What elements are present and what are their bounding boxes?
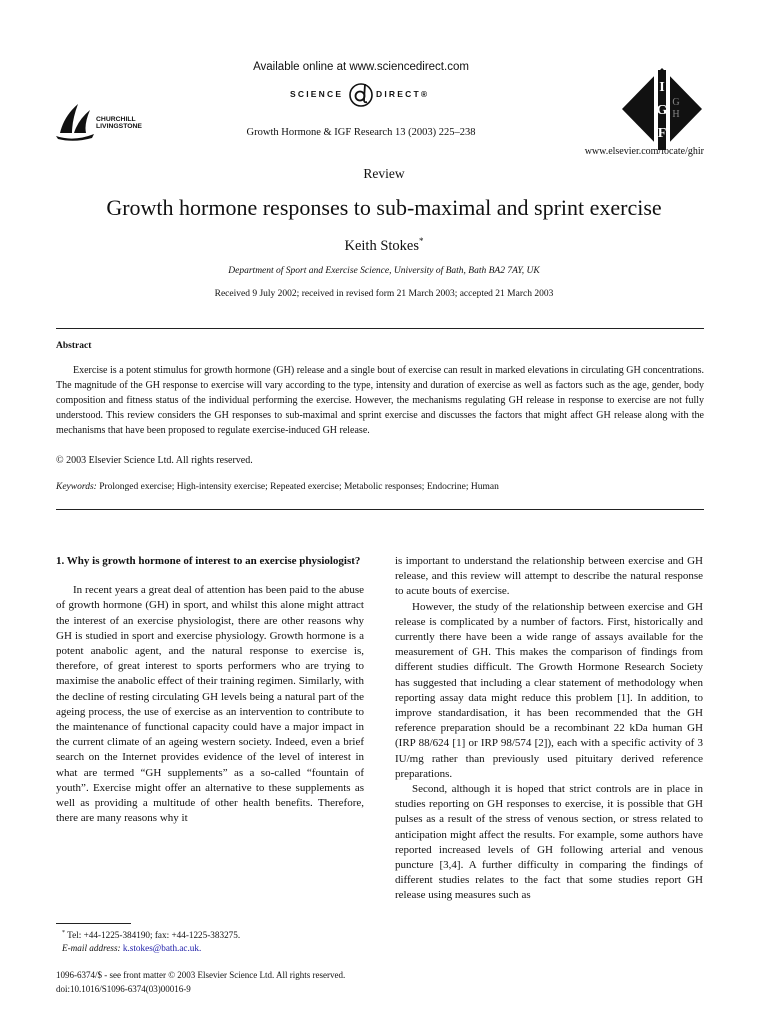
abstract-heading: Abstract [56, 341, 92, 351]
logo-letter-2: G [656, 103, 668, 118]
abstract-copyright: © 2003 Elsevier Science Ltd. All rights reserved. [56, 455, 253, 466]
abstract-text: Exercise is a potent stimulus for growth hormone (GH) release and a single bout of exercise can result in marked elevations in circulating GH concentrations. The magnitude of the GH response to exercise will vary according to the type, intensity and duration of exercise as well as factors such as the age, gender, body composition and fitness status of the individual performing the exercise. However, the mechanisms regulating GH release in response to exercise are not fully understood. This review considers the GH responses to sub-maximal and sprint exercise and discusses the factors that might affect GH release along with the mechanisms that have been proposed to regulate exercise-induced GH release. [56, 365, 704, 436]
footnote-email [62, 942, 240, 955]
left-column [56, 554, 364, 826]
received-dates: Received 9 July 2002; received in revised form 21 March 2003; accepted 21 March 2003 [214, 289, 554, 299]
footnote-rule [56, 923, 131, 924]
registered-mark: ® [420, 89, 430, 99]
right-column [395, 554, 703, 904]
doi-line[interactable]: doi:10.1016/S1096-6374(03)00016-9 [56, 984, 191, 994]
email-label: E-mail address: [62, 943, 121, 954]
right-paragraph-2: However, the study of the relationship between exercise and GH release is complicated by a number of factors. First, historically and currently there have been a wide range of assays available for the measurement of GH. This makes the comparison of findings from different studies difficult. The Growth Hormone Research Society has suggested that including a clear statement of methodology when reporting assay data might reduce this problem [1]. In addition, to improve standardisation, it has been recommended that the GH reference preparation should be a recombinant 22 kDa human GH (IRP 88/624 [1] or IRP 98/574 [2]), each with a specific activity of 3 IU/mg rather than previously used pituitary derived reference preparations. [395, 600, 703, 780]
logo-letter-1: I [659, 80, 665, 95]
sciencedirect-at-icon [348, 80, 374, 108]
abstract-top-rule [56, 328, 704, 329]
publisher-logo [52, 102, 162, 142]
sailing-ship-icon [52, 102, 96, 142]
sciencedirect-right-word: DIRECT [376, 89, 421, 99]
logo-letter-4: G [672, 97, 680, 108]
keywords-list: Prolonged exercise; High-intensity exercise; Repeated exercise; Metabolic responses; Endocrine; Human [99, 482, 499, 492]
sciencedirect-left-text: SCIENCE [290, 89, 344, 99]
author-name: Keith Stokes [344, 237, 419, 254]
author-line [0, 236, 768, 255]
abstract-body [56, 363, 704, 438]
keywords-line [56, 482, 499, 492]
journal-homepage-link[interactable]: www.elsevier.com/locate/ghir [584, 146, 704, 157]
issn-line: 1096-6374/$ - see front matter © 2003 Elsevier Science Ltd. All rights reserved. [56, 970, 346, 980]
journal-citation: Growth Hormone & IGF Research 13 (2003) 225–238 [246, 127, 476, 138]
publisher-line1: CHURCHILL [96, 116, 136, 123]
available-online-text: Available online at www.sciencedirect.com [253, 61, 469, 73]
author-footnote [62, 927, 240, 955]
footnote-contact [62, 927, 240, 942]
article-footer [56, 968, 345, 996]
section-heading: 1. Why is growth hormone of interest to an exercise physiologist? [56, 555, 361, 567]
article-title: Growth hormone responses to sub-maximal and sprint exercise [106, 195, 662, 220]
publisher-line2: LIVINGSTONE [96, 123, 142, 130]
footnote-mark: * [62, 930, 65, 936]
author-footnote-mark[interactable]: * [419, 236, 424, 246]
keywords-label: Keywords: [56, 482, 97, 492]
publisher-name [96, 116, 142, 130]
abstract-bottom-rule [56, 509, 704, 510]
right-paragraph-1: is important to understand the relationship between exercise and GH release, and this review will attempt to describe the natural response to acute bouts of exercise. [395, 555, 703, 598]
left-paragraph-1: In recent years a great deal of attention has been paid to the abuse of growth hormone (GH) in sport, and whilst this alone might attract the interest of an exercise physiologist, there are other reasons why GH is studied in sport and exercise physiology. Growth hormone is a potent anabolic agent, and the natural response to exercise is, therefore, of great interest to sports performers who are trying to maximise the anabolic effect of their training regimen. Similarly, with the decline of resting circulating GH levels being a natural part of the ageing process, the use of exercise as an intervention to contribute to the maintenance of functional capacity could have a major impact in the current climate of an ageing western society. Indeed, even a brief search on the Internet provides evidence of the level of interest in what are termed “GH supplements” as a so-called “fountain of youth”. Exercise might offer an alternative to these supplements as well as providing a multitude of other health benefits. Therefore, there are many reasons why it [56, 584, 364, 825]
logo-letter-5: H [672, 109, 680, 120]
logo-letter-3: F [657, 126, 667, 141]
sciencedirect-right-text [376, 89, 429, 99]
journal-logo [620, 66, 704, 152]
article-type: Review [363, 166, 405, 181]
email-link[interactable]: k.stokes@bath.ac.uk. [122, 943, 202, 954]
sciencedirect-logo[interactable] [290, 80, 440, 108]
author-affiliation: Department of Sport and Exercise Science, University of Bath, Bath BA2 7AY, UK [228, 266, 540, 276]
right-paragraph-3: Second, although it is hoped that strict controls are in place in studies reporting on GH responses to exercise, it is possible that GH pulses as a result of the stress of venous section, or stress related to anticipation might affect the results. For example, some authors have reported increased levels of GH following arterial and venous puncture [3,4]. A further difficulty in comparing the findings of different studies relates to the fact that some studies report GH release using measures such as [395, 783, 703, 902]
footnote-contact-text: Tel: +44-1225-384190; fax: +44-1225-383275. [67, 930, 241, 941]
